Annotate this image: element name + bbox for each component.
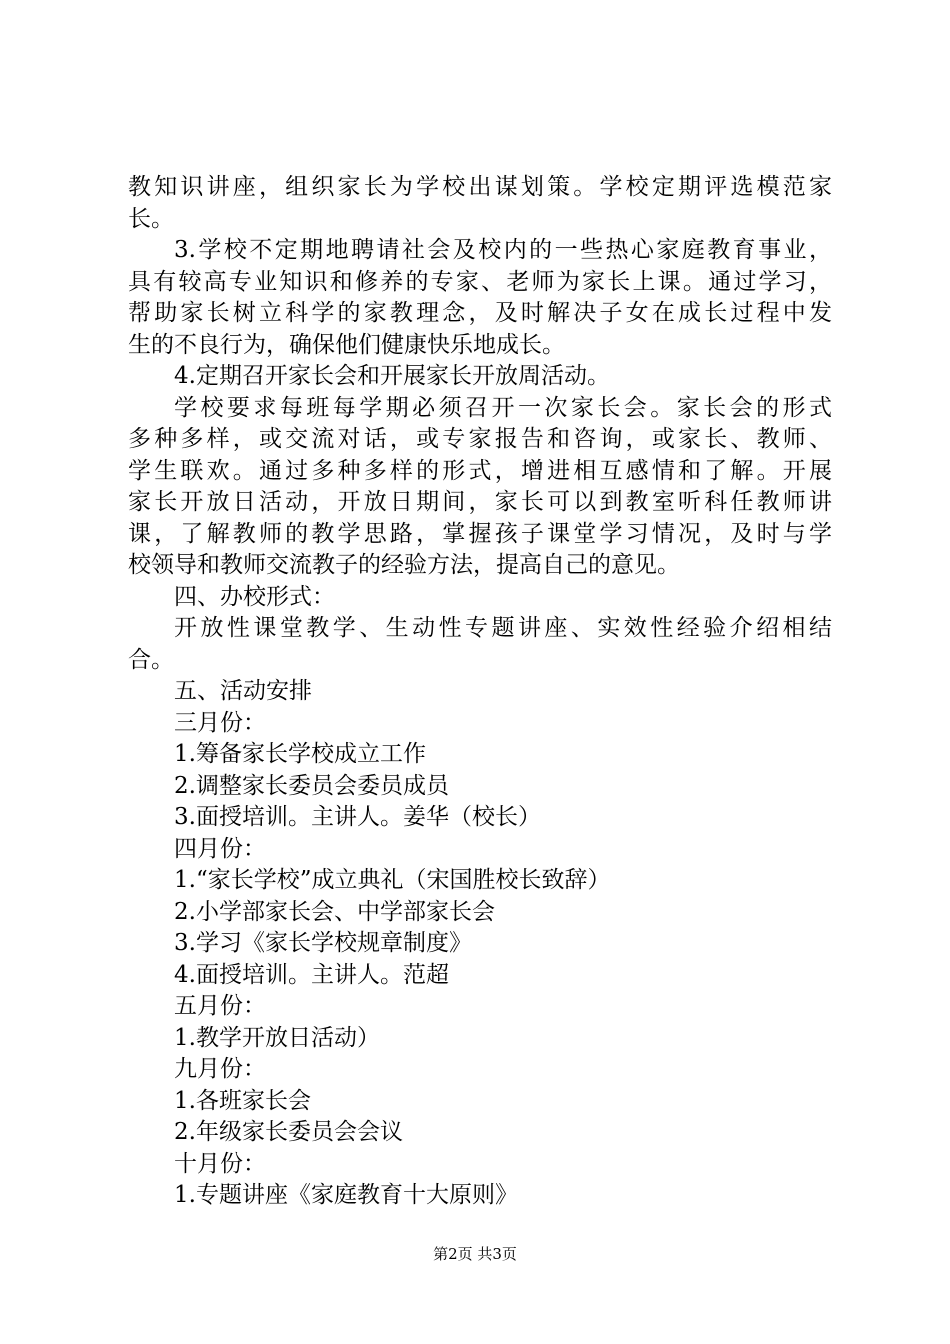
paragraph-line: 教知识讲座，组织家长为学校出谋划策。学校定期评选模范家 [128, 174, 832, 200]
paragraph-line: 4.定期召开家长会和开展家长开放周活动。 [174, 363, 610, 389]
document-body [128, 172, 832, 1212]
list-item: 1.“家长学校”成立典礼（宋国胜校长致辞） [174, 867, 611, 893]
paragraph-line: 具有较高专业知识和修养的专家、老师为家长上课。通过学习， [128, 268, 832, 295]
month-heading: 五月份： [174, 993, 266, 1019]
list-item: 4.面授培训。主讲人。范超 [174, 961, 449, 988]
list-item: 1.筹备家长学校成立工作 [174, 741, 426, 767]
paragraph-line: 生的不良行为，确保他们健康快乐地成长。 [128, 331, 565, 358]
list-item: 2.小学部家长会、中学部家长会 [174, 898, 495, 925]
paragraph-line: 多种多样，或交流对话，或专家报告和咨询，或家长、教师、 [128, 426, 832, 452]
list-item: 1.专题讲座《家庭教育十大原则》 [174, 1182, 518, 1208]
paragraph-line: 长。 [128, 205, 174, 232]
section-heading: 五、活动安排 [174, 678, 312, 704]
month-heading: 九月份： [174, 1056, 266, 1082]
paragraph-line: 家长开放日活动，开放日期间，家长可以到教室听科任教师讲 [128, 489, 832, 515]
paragraph-line: 帮助家长树立科学的家教理念，及时解决子女在成长过程中发 [128, 300, 832, 326]
paragraph-line: 校领导和教师交流教子的经验方法，提高自己的意见。 [128, 552, 680, 578]
paragraph-line: 学生联欢。通过多种多样的形式，增进相互感情和了解。开展 [128, 457, 832, 484]
list-item: 3.学习《家长学校规章制度》 [174, 930, 472, 956]
list-item: 2.调整家长委员会委员成员 [174, 772, 449, 799]
list-item: 1.各班家长会 [174, 1087, 311, 1114]
month-heading: 十月份： [174, 1150, 266, 1177]
paragraph-line: 课，了解教师的教学思路，掌握孩子课堂学习情况，及时与学 [128, 520, 832, 547]
month-heading: 四月份： [174, 835, 266, 862]
section-heading: 四、办校形式： [174, 583, 335, 610]
page-number: 第2页 共3页 [433, 1245, 517, 1263]
month-heading: 三月份： [174, 709, 266, 736]
paragraph-line: 学校要求每班每学期必须召开一次家长会。家长会的形式 [174, 394, 832, 421]
list-item: 1.教学开放日活动） [174, 1024, 380, 1051]
page-footer [0, 1244, 950, 1264]
list-item: 3.面授培训。主讲人。姜华（校长） [174, 804, 541, 830]
list-item: 2.年级家长委员会会议 [174, 1119, 403, 1145]
paragraph-line: 3.学校不定期地聘请社会及校内的一些热心家庭教育事业， [174, 237, 832, 263]
paragraph-line: 开放性课堂教学、生动性专题讲座、实效性经验介绍相结 [174, 615, 832, 641]
paragraph-line: 合。 [128, 646, 174, 673]
